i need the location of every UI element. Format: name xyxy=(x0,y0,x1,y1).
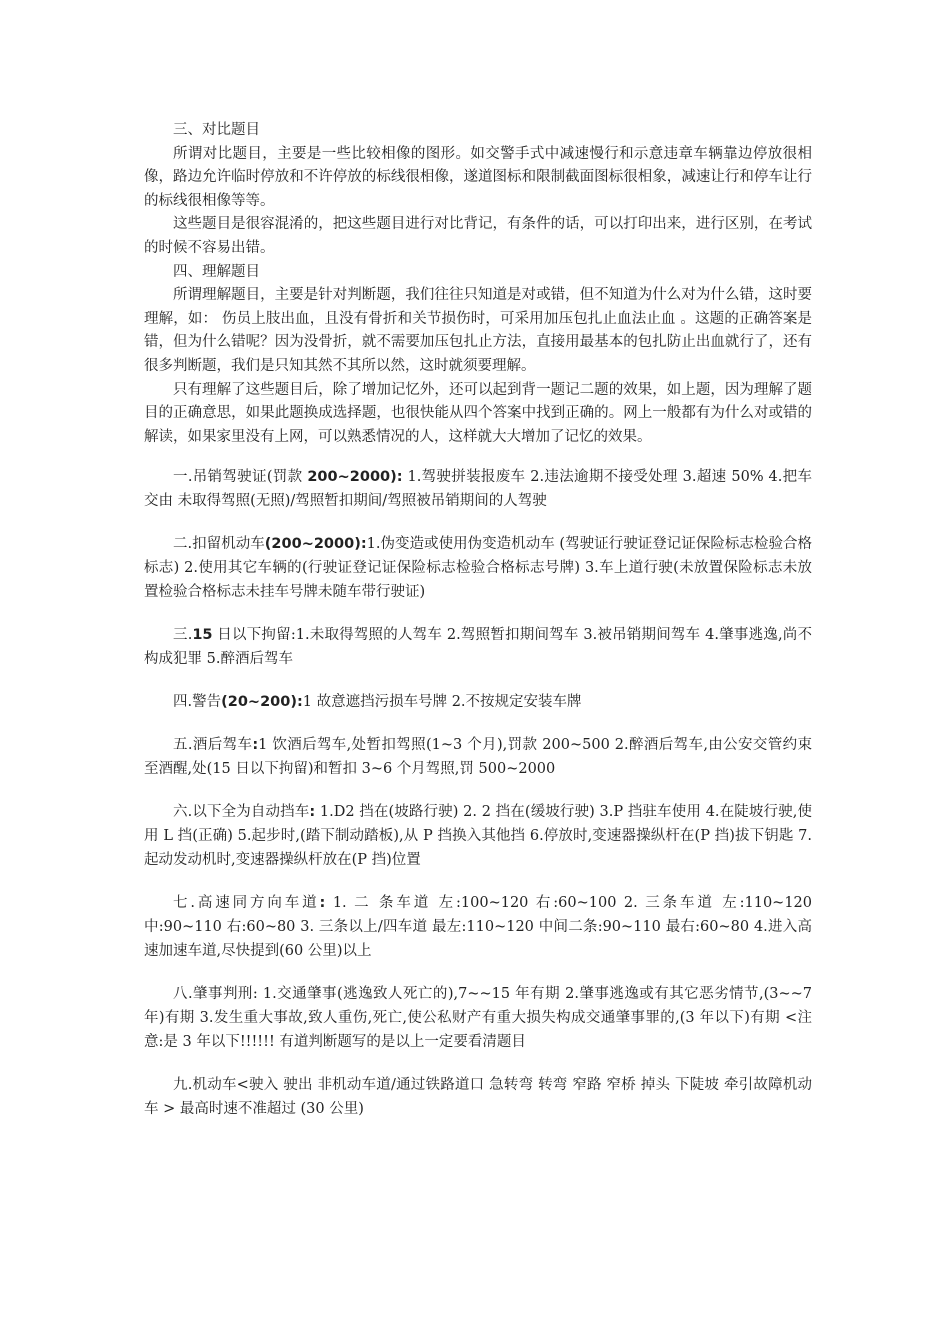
rule-item-2: 二.扣留机动车(200~2000):1.伪变造或使用伪变造机动车 (驾驶证行驶证登记证保险标志检验合格标志) 2.使用其它车辆的(行驶证登记证保险标志检验合格标志号牌) 3.车上道行驶(未放置保险标志未放置检验合格标志未挂车号牌未随车带行驶证) xyxy=(144,536,813,601)
rule-item-4: 四.警告(20~200):1 故意遮挡污损车号牌 2.不按规定安装车牌 xyxy=(173,694,582,711)
section-heading-3: 三、对比题目 xyxy=(173,122,260,138)
rule-item-8: 八.肇事判刑: 1.交通肇事(逃逸致人死亡的),7~~15 年有期 2.肇事逃逸或有其它恶劣情节,(3~~7 年)有期 3.发生重大事故,致人重伤,死亡,使公私财产有重大损失构成交通肇事罪的,(3 年以下)有期 <注意:是 3 年以下!!!!!! 有道判断题写的是以上一定要看清题目 xyxy=(144,986,812,1051)
paragraph: 所谓理解题目，主要是针对判断题，我们往往只知道是对或错，但不知道为什么对为什么错，这时要理解，如： 伤员上肢出血，且没有骨折和关节损伤时，可采用加压包扎止血法止血 。这题的正确答案是错，但为什么错呢？因为没骨折，就不需要加压包扎止方法，直接用最基本的包扎防止出血就行了，还有很多判断题，我们是只知其然不其所以然，这时就须要理解。 xyxy=(144,287,812,374)
rule-item-1: 一.吊销驾驶证(罚款 200~2000): 1.驾驶拼装报废车 2.违法逾期不接受处理 3.超速 50% 4.把车交由 未取得驾照(无照)/驾照暂扣期间/驾照被吊销期间的人驾驶 xyxy=(144,469,812,510)
rule-item-6: 六.以下全为自动挡车: 1.D2 挡在(坡路行驶) 2. 2 挡在(缓坡行驶) 3.P 挡驻车使用 4.在陡坡行驶,使用 L 挡(正确) 5.起步时,(踏下制动踏板),从 P 挡换入其他挡 6.停放时,变速器操纵杆在(P 挡)拔下钥匙 7.起动发动机时,变速器操纵杆放在(P 挡)位置 xyxy=(144,804,812,869)
rule-item-3: 三.15 日以下拘留:1.未取得驾照的人驾车 2.驾照暂扣期间驾车 3.被吊销期间驾车 4.肇事逃逸,尚不构成犯罪 5.醉酒后驾车 xyxy=(144,627,812,668)
paragraph: 这些题目是很容混淆的，把这些题目进行对比背记，有条件的话，可以打印出来，进行区别，在考试的时候不容易出错。 xyxy=(144,216,812,256)
rule-item-7: 七.高速同方向车道: 1. 二 条车道 左:100~120 右:60~100 2. 三条车道 左:110~120 中:90~110 右:60~80 3. 三条以上/四车道 最左:110~120 中间二条:90~110 最右:60~80 4.进入高速加速车道,尽快提到(60 公里)以上 xyxy=(144,895,812,960)
rule-item-5: 五.酒后驾车:1 饮酒后驾车,处暂扣驾照(1~3 个月),罚款 200~500 2.醉酒后驾车,由公安交管约束至酒醒,处(15 日以下拘留)和暂扣 3~6 个月驾照,罚 500~2000 xyxy=(144,737,813,778)
paragraph: 只有理解了这些题目后，除了增加记忆外，还可以起到背一题记二题的效果，如上题，因为理解了题目的正确意思，如果此题换成选择题，也很快能从四个答案中找到正确的。网上一般都有为什么对或错的解读，如果家里没有上网，可以熟悉情况的人，这样就大大增加了记忆的效果。 xyxy=(144,381,812,445)
document-body xyxy=(144,119,812,1121)
paragraph: 所谓对比题目，主要是一些比较相像的图形。如交警手式中减速慢行和示意违章车辆靠边停放很相像，路边允许临时停放和不许停放的标线很相像，遂道图标和限制截面图标很相象，减速让行和停车让行的标线很相像等等。 xyxy=(144,145,812,209)
rule-item-9: 九.机动车<驶入 驶出 非机动车道/通过铁路道口 急转弯 转弯 窄路 窄桥 掉头 下陡坡 牵引故障机动车 > 最高时速不准超过 (30 公里) xyxy=(144,1077,812,1118)
section-heading-4: 四、理解题目 xyxy=(173,263,260,280)
